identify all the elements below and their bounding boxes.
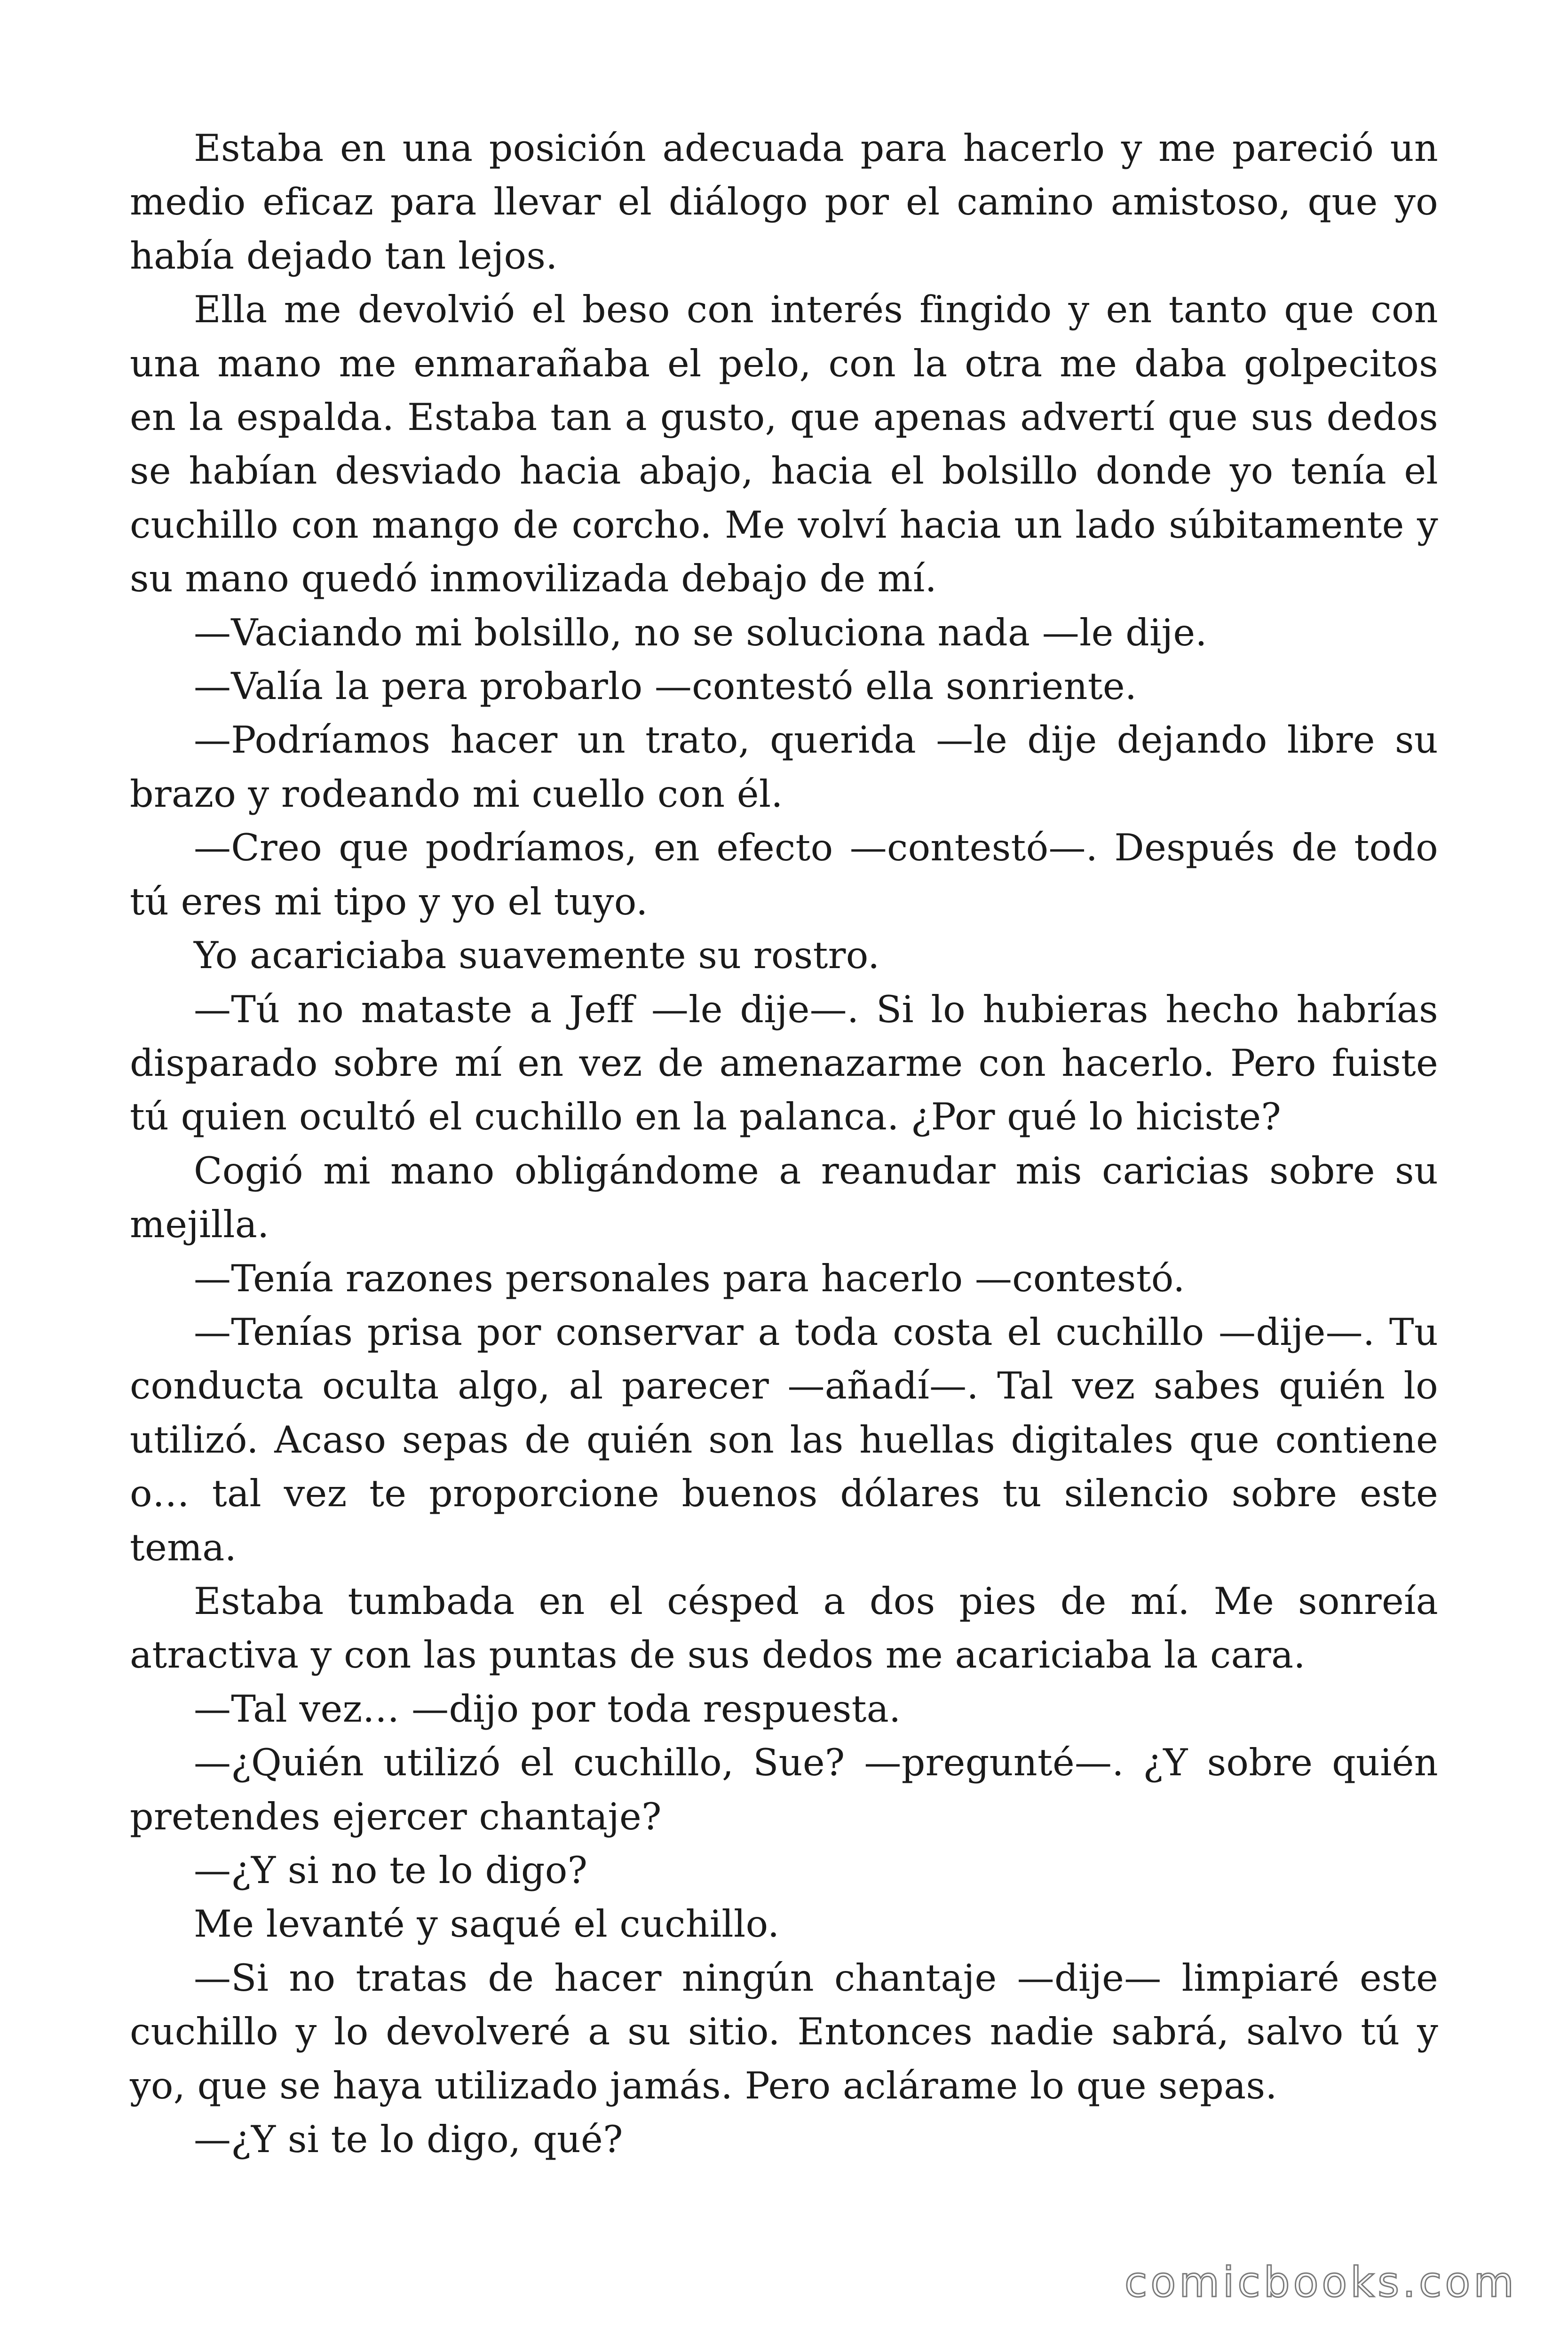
- paragraph: Estaba tumbada en el césped a dos pies de mí. Me sonreía atractiva y con las puntas de sus dedos me acariciaba la cara.: [130, 1579, 1438, 1677]
- paragraph: —Valía la pera probarlo —contestó ella sonriente.: [194, 665, 1137, 708]
- paragraph: —¿Quién utilizó el cuchillo, Sue? —pregunté—. ¿Y sobre quién pretendes ejercer chantaje?: [130, 1741, 1438, 1838]
- paragraph: Me levanté y saqué el cuchillo.: [194, 1902, 780, 1946]
- paragraph: —¿Y si te lo digo, qué?: [194, 2118, 623, 2161]
- paragraph: Estaba en una posición adecuada para hacerlo y me pareció un medio eficaz para llevar el diálogo por el camino amistoso, que yo había dejado tan lejos.: [130, 127, 1438, 278]
- paragraph: —Creo que podríamos, en efecto —contestó—. Después de todo tú eres mi tipo y yo el tuyo.: [130, 826, 1438, 923]
- paragraph: —Tal vez… —dijo por toda respuesta.: [194, 1687, 901, 1731]
- paragraph: —Si no tratas de hacer ningún chantaje —dije— limpiaré este cuchillo y lo devolveré a su sitio. Entonces nadie sabrá, salvo tú y yo, que se haya utilizado jamás. Pero aclárame lo que sepas.: [130, 1956, 1438, 2107]
- paragraph: —Tú no mataste a Jeff —le dije—. Si lo hubieras hecho habrías disparado sobre mí en vez de amenazarme con hacerlo. Pero fuiste tú quien ocultó el cuchillo en la palanca. ¿Por qué lo hiciste?: [130, 987, 1438, 1139]
- paragraph: —Tenía razones personales para hacerlo —contestó.: [194, 1256, 1185, 1300]
- paragraph: —¿Y si no te lo digo?: [194, 1849, 588, 1892]
- paragraph: —Tenías prisa por conservar a toda costa el cuchillo —dije—. Tu conducta oculta algo, al parecer —añadí—. Tal vez sabes quién lo utilizó. Acaso sepas de quién son las huellas digitales que contiene o… tal vez te proporcione buenos dólares tu silencio sobre este tema.: [130, 1310, 1438, 1569]
- paragraph: Cogió mi mano obligándome a reanudar mis caricias sobre su mejilla.: [130, 1149, 1438, 1247]
- watermark: comicbooks.com: [1124, 2258, 1517, 2306]
- paragraph: Ella me devolvió el beso con interés fingido y en tanto que con una mano me enmarañaba el pelo, con la otra me daba golpecitos en la espalda. Estaba tan a gusto, que apenas advertí que sus dedos se habían desviado hacia abajo, hacia el bolsillo donde yo tenía el cuchillo con mango de corcho. Me volví hacia un lado súbitamente y su mano quedó inmovilizada debajo de mí.: [130, 288, 1438, 601]
- body-text: [130, 121, 1438, 2166]
- paragraph: Yo acariciaba suavemente su rostro.: [194, 934, 880, 977]
- paragraph: —Vaciando mi bolsillo, no se soluciona nada —le dije.: [194, 611, 1207, 654]
- paragraph: —Podríamos hacer un trato, querida —le dije dejando libre su brazo y rodeando mi cuello con él.: [130, 718, 1438, 816]
